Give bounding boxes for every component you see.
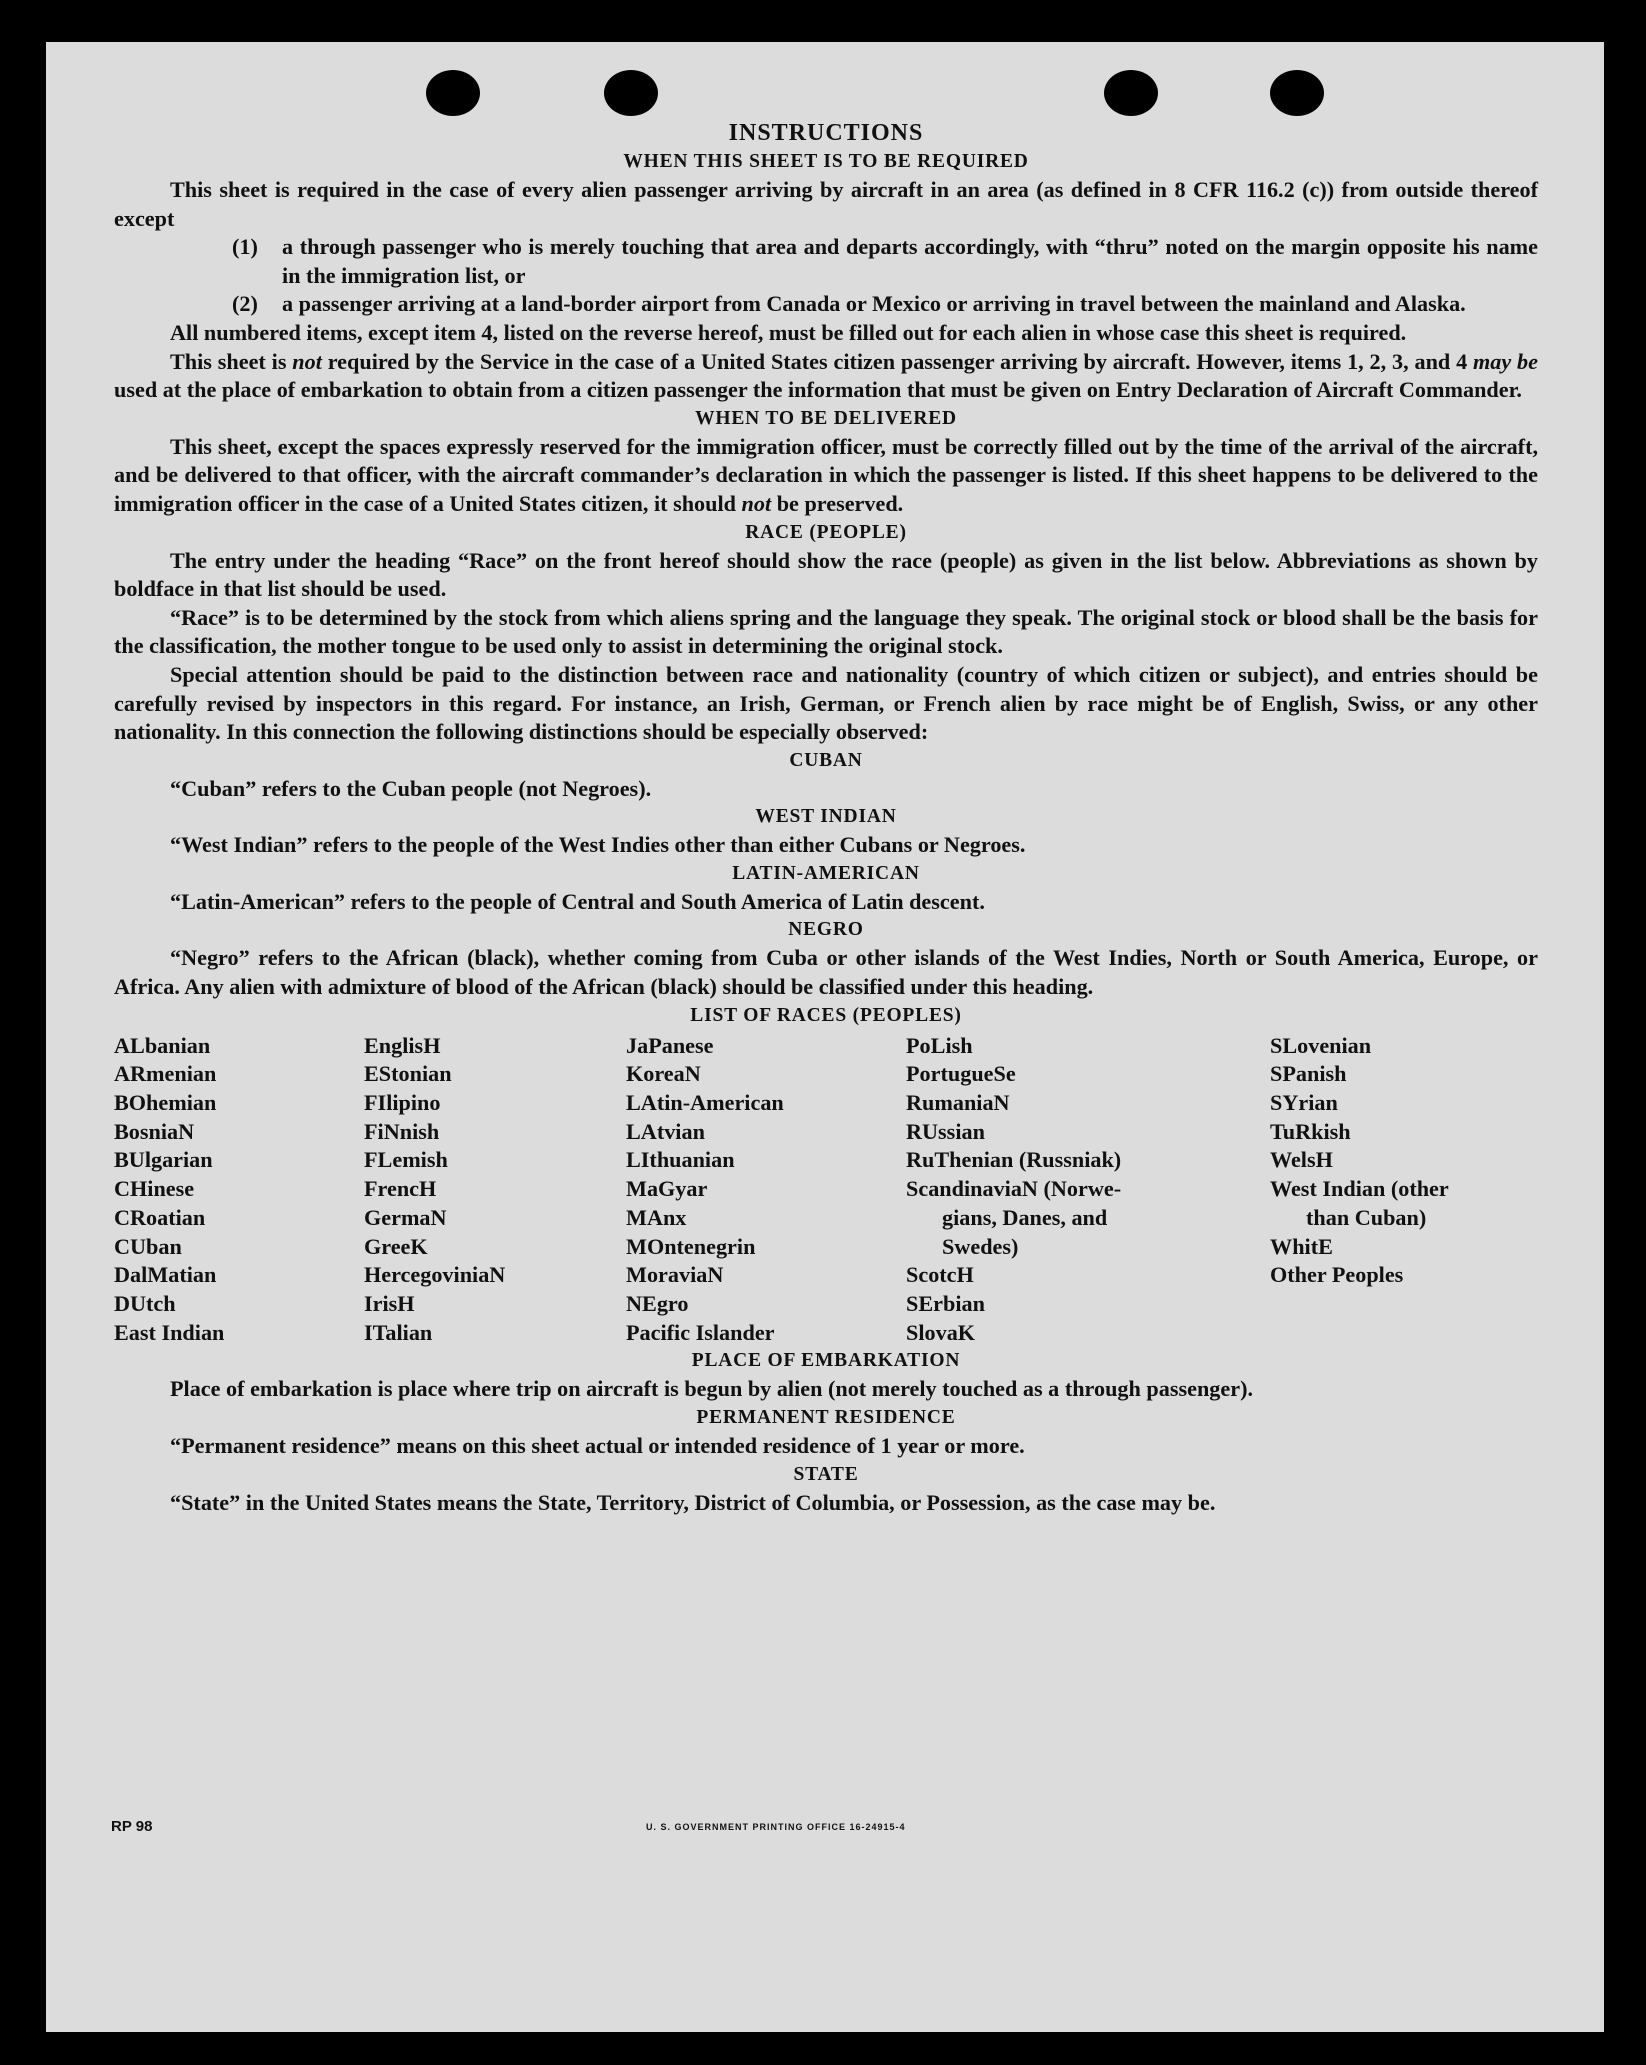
race-entry: MAnx	[626, 1204, 687, 1230]
paragraph: “Race” is to be determined by the stock from which aliens spring and the language they speak. The original stock or blood shall be the basis for the classification, the mother tongue to be used only to assist in determining the original stock.	[114, 604, 1538, 659]
section-heading: WHEN TO BE DELIVERED	[695, 407, 957, 429]
race-entry: ScotcH	[906, 1262, 974, 1288]
race-column	[1270, 1032, 1538, 1348]
definition: “West Indian” refers to the people of the West Indies other than either Cubans or Negroes.	[170, 832, 1026, 858]
race-entry: BosniaN	[114, 1118, 195, 1144]
race-entry: ScandinaviaN (Norwe-	[906, 1176, 1122, 1202]
race-entry: ALbanian	[114, 1032, 211, 1058]
race-entry: MoraviaN	[626, 1262, 724, 1288]
race-entry: WelsH	[1270, 1147, 1333, 1173]
text-run: required by the Service in the case of a United States citizen passenger arriving by aircraft. However, items 1, 2, 3, and 4	[321, 348, 1474, 374]
emphasis: not	[292, 348, 322, 374]
form-number: RP 98	[111, 1818, 153, 1835]
race-entry: FLemish	[364, 1147, 448, 1173]
race-entry: Swedes)	[942, 1233, 1019, 1259]
document-page	[46, 42, 1604, 2032]
race-column	[906, 1032, 1270, 1348]
section-heading: RACE (PEOPLE)	[745, 521, 907, 543]
race-entry: SPanish	[1270, 1061, 1347, 1087]
text-run: used at the place of embarkation to obtain from a citizen passenger the information that must be given on Entry Declaration of Aircraft Commander.	[114, 377, 1522, 403]
race-entry: FrencH	[364, 1176, 437, 1202]
section-heading: WHEN THIS SHEET IS TO BE REQUIRED	[623, 151, 1029, 172]
race-entry: BUlgarian	[114, 1147, 213, 1173]
section-heading: NEGRO	[788, 919, 864, 941]
race-entry: JaPanese	[626, 1032, 714, 1058]
definition: “Latin-American” refers to the people of Central and South America of Latin descent.	[170, 888, 985, 914]
printer-imprint: U. S. GOVERNMENT PRINTING OFFICE 16-24915-4	[646, 1822, 906, 1832]
race-entry: than Cuban)	[1306, 1204, 1427, 1230]
race-entry: RUssian	[906, 1118, 985, 1144]
race-entry: SLovenian	[1270, 1032, 1372, 1058]
punch-hole	[604, 70, 658, 116]
paragraph: All numbered items, except item 4, listed on the reverse hereof, must be filled out for each alien in whose case this sheet is required.	[170, 319, 1407, 345]
race-entry: CUban	[114, 1233, 182, 1259]
race-entry: WhitE	[1270, 1233, 1333, 1259]
paragraph: This sheet is required in the case of every alien passenger arriving by aircraft in an area (as defined in 8 CFR 116.2 (c)) from outside thereof except	[114, 177, 1538, 231]
definition: “Permanent residence” means on this sheet actual or intended residence of 1 year or more.	[170, 1432, 1025, 1458]
race-entry: ITalian	[364, 1319, 433, 1345]
item-text: a passenger arriving at a land-border airport from Canada or Mexico or arriving in travel between the mainland and Alaska.	[282, 291, 1466, 317]
race-entry: FIlipino	[364, 1090, 441, 1116]
race-entry: CHinese	[114, 1176, 195, 1202]
race-entry: RumaniaN	[906, 1090, 1010, 1116]
item-number: (2)	[232, 291, 258, 317]
race-entry: DalMatian	[114, 1262, 217, 1288]
race-entry: IrisH	[364, 1290, 415, 1316]
race-entry: NEgro	[626, 1290, 689, 1316]
text-run: be preserved.	[771, 490, 904, 516]
race-entry: LIthuanian	[626, 1147, 735, 1173]
paragraph	[114, 433, 1538, 519]
list-item	[114, 233, 1538, 290]
race-entry: CRoatian	[114, 1204, 206, 1230]
emphasis: may be	[1473, 348, 1538, 374]
definition: “Cuban” refers to the Cuban people (not Negroes).	[170, 775, 652, 801]
punch-hole	[1104, 70, 1158, 116]
list-item	[114, 290, 1538, 319]
race-entry: LAtvian	[626, 1118, 705, 1144]
race-entry: EnglisH	[364, 1032, 441, 1058]
race-entry: HercegoviniaN	[364, 1262, 506, 1288]
page-title: INSTRUCTIONS	[728, 120, 924, 146]
item-text: a through passenger who is merely touching that area and departs accordingly, with “thru” noted on the margin opposite his name in the immigration list, or	[282, 234, 1538, 288]
race-entry: SYrian	[1270, 1090, 1338, 1116]
race-entry: GreeK	[364, 1233, 428, 1259]
race-entry: gians, Danes, and	[942, 1204, 1108, 1230]
section-heading: LIST OF RACES (PEOPLES)	[690, 1004, 962, 1026]
race-entry: MOntenegrin	[626, 1233, 756, 1259]
race-entry: RuThenian (Russniak)	[906, 1147, 1122, 1173]
race-entry: GermaN	[364, 1204, 447, 1230]
race-entry: ARmenian	[114, 1061, 217, 1087]
race-list	[114, 1032, 1538, 1348]
punch-hole	[1270, 70, 1324, 116]
paragraph: Special attention should be paid to the distinction between race and nationality (country of which citizen or subject), and entries should be carefully revised by inspectors in this regard. For instance, an Irish, German, or French alien by race might be of English, Swiss, or any other nationality. In this connection the following distinctions should be especially observed:	[114, 661, 1538, 745]
race-entry: FiNnish	[364, 1118, 440, 1144]
punch-hole	[426, 70, 480, 116]
race-entry: PortugueSe	[906, 1061, 1016, 1087]
section-heading: PLACE OF EMBARKATION	[691, 1350, 961, 1372]
section-heading: PERMANENT RESIDENCE	[696, 1406, 956, 1428]
section-heading: LATIN-AMERICAN	[732, 862, 920, 884]
race-entry: TuRkish	[1270, 1118, 1351, 1144]
race-entry: EStonian	[364, 1061, 452, 1087]
text-run: This sheet is	[170, 348, 293, 374]
race-entry: East Indian	[114, 1319, 225, 1345]
paragraph: The entry under the heading “Race” on the front hereof should show the race (people) as given in the list below. Abbreviations as shown by boldface in that list should be used.	[114, 547, 1538, 602]
race-entry: West Indian (other	[1270, 1176, 1449, 1202]
race-entry: LAtin-American	[626, 1090, 784, 1116]
text-run: This sheet, except the spaces expressly reserved for the immigration officer, must be correctly filled out by the time of the arrival of the aircraft, and be delivered to that officer, with the aircraft commander’s declaration in which the passenger is listed. If this sheet happens to be delivered to the immigration officer in the case of a United States citizen, it should	[114, 433, 1538, 516]
paragraph	[114, 348, 1538, 405]
race-column	[626, 1032, 906, 1348]
race-entry: BOhemian	[114, 1090, 217, 1116]
race-entry: KoreaN	[626, 1061, 701, 1087]
emphasis: not	[741, 490, 772, 516]
race-entry: Pacific Islander	[626, 1319, 775, 1345]
race-entry: SErbian	[906, 1290, 985, 1316]
race-entry: MaGyar	[626, 1176, 708, 1202]
race-entry: PoLish	[906, 1032, 973, 1058]
race-column	[114, 1032, 364, 1348]
definition: “State” in the United States means the State, Territory, District of Columbia, or Possession, as the case may be.	[170, 1489, 1216, 1515]
definition: “Negro” refers to the African (black), whether coming from Cuba or other islands of the West Indies, North or South America, Europe, or Africa. Any alien with admixture of blood of the African (black) should be classified under this heading.	[114, 945, 1538, 1000]
section-heading: CUBAN	[789, 749, 863, 771]
race-entry: Other Peoples	[1270, 1262, 1404, 1288]
section-heading: WEST INDIAN	[755, 806, 897, 828]
section-heading: STATE	[793, 1463, 859, 1485]
item-number: (1)	[232, 234, 258, 260]
race-entry: SlovaK	[906, 1319, 976, 1345]
instructions-content	[114, 118, 1538, 1517]
definition: Place of embarkation is place where trip on aircraft is begun by alien (not merely touched as a through passenger).	[170, 1376, 1254, 1402]
race-entry: DUtch	[114, 1290, 176, 1316]
race-column	[364, 1032, 626, 1348]
